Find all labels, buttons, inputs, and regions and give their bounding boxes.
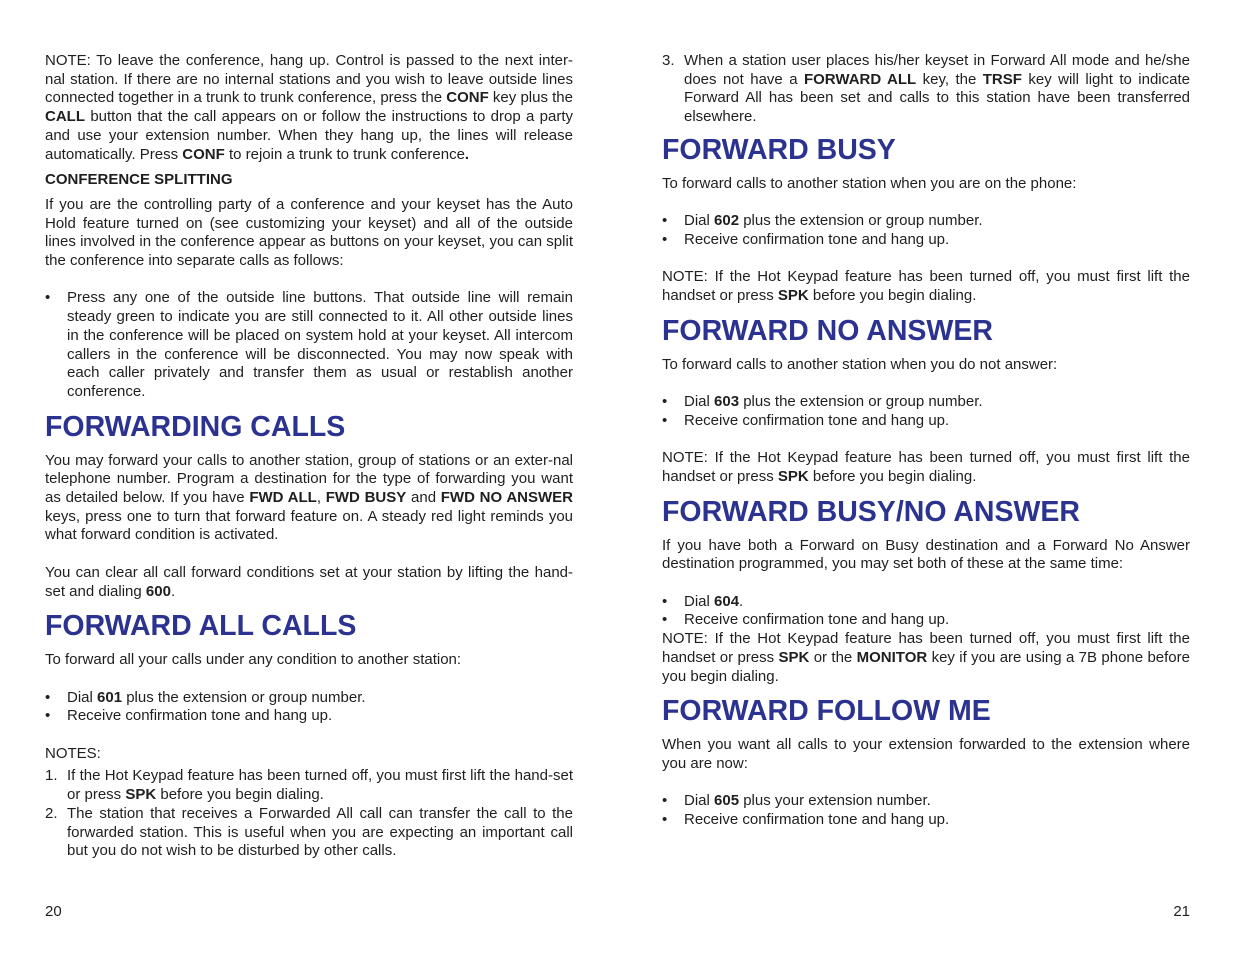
text-run: NOTE: To leave the conference, hang up. Control is passed to the next inter-nal station. If there are no internal stations and you wish to leave outside lines connected together in a trunk to trunk conference, press the xyxy=(45,52,573,107)
text-run: When a station user places his/her keyset in Forward All mode and he/she does not have a xyxy=(684,52,1190,88)
list-item-text xyxy=(684,593,743,610)
forward-no-answer-bullets xyxy=(662,393,1190,430)
list-item xyxy=(662,811,1190,830)
list-item xyxy=(45,689,573,708)
list-item xyxy=(45,289,573,401)
text-run: Dial xyxy=(684,792,715,810)
bold-keyword: FORWARD ALL xyxy=(803,70,917,88)
splitting-bullet-list xyxy=(45,289,573,401)
forward-all-calls-heading: FORWARD ALL CALLS xyxy=(45,610,357,643)
list-item-text xyxy=(684,393,983,410)
list-item-text xyxy=(684,611,949,628)
right-page xyxy=(662,52,1190,830)
text-run: . xyxy=(170,582,176,600)
text-run: plus the extension or group number. xyxy=(122,688,366,706)
bold-keyword: SPK xyxy=(125,786,157,804)
text-run: plus your extension number. xyxy=(739,792,931,810)
list-item xyxy=(662,792,1190,811)
text-run: before you begin dialing. xyxy=(808,287,977,304)
text-run: Receive confirmation tone and hang up. xyxy=(684,811,950,828)
list-item-text xyxy=(684,811,949,828)
bullet-marker: • xyxy=(45,707,51,725)
list-number: 3. xyxy=(662,52,675,69)
bold-keyword: MONITOR xyxy=(856,648,928,666)
bold-keyword: FWD NO ANSWER xyxy=(440,489,573,507)
note-3-text xyxy=(684,52,1190,125)
text-run: or the xyxy=(809,648,857,666)
bullet-marker: • xyxy=(662,792,668,810)
left-page xyxy=(45,52,573,861)
notes-list xyxy=(45,767,573,861)
forwarding-clear-note xyxy=(45,564,573,601)
list-item-text xyxy=(684,212,983,229)
list-item-text xyxy=(684,412,949,429)
bullet-marker: • xyxy=(662,811,668,828)
text-run: If the Hot Keypad feature has been turned off, you must first lift the hand-set or press xyxy=(67,767,573,804)
bold-keyword: TRSF xyxy=(982,70,1022,88)
text-run: key if you are using a 7B phone before you begin dialing. xyxy=(662,648,1190,685)
list-item xyxy=(662,212,1190,231)
bold-keyword: 604 xyxy=(714,592,740,610)
forward-busy-intro: To forward calls to another station when you are on the phone: xyxy=(662,174,1077,192)
text-run: to rejoin a trunk to trunk conference xyxy=(224,145,465,163)
bold-keyword: FWD ALL xyxy=(249,489,317,507)
forward-busy-bullets xyxy=(662,212,1190,249)
page-number-right: 21 xyxy=(1173,903,1190,920)
forward-follow-me-intro: When you want all calls to your extension forwarded to the extension where you are now: xyxy=(662,736,1190,772)
bold-keyword: CONF xyxy=(182,145,225,163)
forward-no-answer-note xyxy=(662,449,1190,486)
list-item xyxy=(662,52,1190,127)
forward-no-answer-intro: To forward calls to another station when you do not answer: xyxy=(662,355,1058,373)
text-run: button that the call appears on or follow the instructions to drop a party and use your extension number. When they hang up, the lines will release automatically. Press xyxy=(45,108,573,163)
text-run: NOTE: If the Hot Keypad feature has been turned off, you must first lift the handset or press xyxy=(662,630,1190,666)
list-item xyxy=(45,805,573,861)
bold-keyword: CALL xyxy=(45,108,85,126)
text-run: NOTE: If the Hot Keypad feature has been turned off, you must first lift the handset or press xyxy=(662,268,1190,304)
list-item xyxy=(45,707,573,726)
forward-busy-heading: FORWARD BUSY xyxy=(662,133,896,166)
list-item xyxy=(45,767,573,804)
forward-busy-no-answer-intro: If you have both a Forward on Busy destination and a Forward No Answer destination programmed, you may set both of these at the same time: xyxy=(662,536,1190,573)
bold-keyword: SPK xyxy=(778,648,810,666)
text-run: Dial xyxy=(684,592,715,610)
list-item xyxy=(662,611,1190,630)
text-run: . xyxy=(739,592,744,610)
forwarding-intro xyxy=(45,452,573,546)
bullet-marker: • xyxy=(662,230,668,248)
list-number: 1. xyxy=(45,767,58,785)
list-item-text xyxy=(67,689,366,706)
bold-keyword: CONF xyxy=(446,89,489,107)
text-run: key, the xyxy=(916,70,983,88)
forward-all-bullets xyxy=(45,689,573,726)
bold-keyword: FWD BUSY xyxy=(325,489,407,507)
forward-busy-no-answer-note xyxy=(662,630,1190,686)
note-3-list xyxy=(662,52,1190,127)
text-run: Receive confirmation tone and hang up. xyxy=(684,411,950,429)
text-run: Receive confirmation tone and hang up. xyxy=(684,611,950,629)
bold-keyword: 600 xyxy=(145,582,171,600)
text-run: Dial xyxy=(67,688,98,706)
list-number: 2. xyxy=(45,804,58,822)
forwarding-calls-heading: FORWARDING CALLS xyxy=(45,410,346,443)
list-item-text xyxy=(67,707,332,724)
forward-no-answer-heading: FORWARD NO ANSWER xyxy=(662,314,993,347)
text-run: plus the extension or group number. xyxy=(739,393,983,411)
text-run: key plus the xyxy=(488,89,573,107)
conference-splitting-body: If you are the controlling party of a conference and your keyset has the Auto Hold feature turned on (see customizing your keyset) and all of the outside lines involved in the conference appear as buttons on your keyset, you can split the conference into separate calls as follows: xyxy=(45,195,573,270)
bold-keyword: 605 xyxy=(714,792,740,810)
splitting-bullet-text: Press any one of the outside line buttons. That outside line will remain steady green to indicate you are still connected to it. All other outside lines in the conference will be placed on system hold at your keyset. All intercom callers in the conference will be disconnected. You may now speak with each caller privately and transfer them as usual or restablish another conference. xyxy=(67,289,573,400)
forward-all-intro: To forward all your calls under any condition to another station: xyxy=(45,651,462,669)
text-run: The station that receives a Forwarded All call can transfer the call to the forwarded station. This is useful when you are expecting an important call but you do not wish to be disturbed by other calls. xyxy=(67,804,573,860)
bullet-marker: • xyxy=(662,411,668,429)
list-item-text xyxy=(67,767,573,803)
bullet-marker: • xyxy=(662,611,668,629)
bold-keyword: 602 xyxy=(714,212,740,230)
text-run: NOTE: If the Hot Keypad feature has been turned off, you must first lift the handset or press xyxy=(662,449,1190,485)
list-item-text xyxy=(684,792,931,809)
forward-busy-no-answer-heading: FORWARD BUSY/NO ANSWER xyxy=(662,495,1081,528)
bold-keyword: SPK xyxy=(777,287,809,304)
text-run: , xyxy=(316,489,326,507)
bold-keyword: . xyxy=(464,145,470,163)
bullet-marker: • xyxy=(662,212,668,230)
bold-keyword: 601 xyxy=(97,688,123,706)
forward-follow-me-heading: FORWARD FOLLOW ME xyxy=(662,695,991,728)
forward-busy-note xyxy=(662,268,1190,305)
text-run: You may forward your calls to another station, group of stations or an exter-nal telephone number. Program a destination for the type of forwarding you want as detailed below. If you have xyxy=(45,451,573,507)
text-run: You can clear all call forward conditions set at your station by lifting the hand-set and dialing xyxy=(45,563,573,600)
text-run: Dial xyxy=(684,393,715,411)
text-run: Receive confirmation tone and hang up. xyxy=(67,707,333,725)
list-item xyxy=(662,393,1190,412)
bullet-marker: • xyxy=(662,393,668,411)
list-item xyxy=(662,412,1190,431)
conference-leave-note xyxy=(45,52,573,164)
page-number-left: 20 xyxy=(45,903,62,920)
text-run: Dial xyxy=(684,212,715,230)
text-run: before you begin dialing. xyxy=(808,467,977,485)
list-item-text xyxy=(67,805,573,859)
text-run: keys, press one to turn that forward feature on. A steady red light reminds you what forward condition is activated. xyxy=(45,507,573,544)
text-run: before you begin dialing. xyxy=(156,786,324,804)
list-item xyxy=(662,593,1190,612)
text-run: Receive confirmation tone and hang up. xyxy=(684,230,950,248)
text-run: and xyxy=(406,489,441,507)
forward-follow-me-bullets xyxy=(662,792,1190,829)
forward-busy-no-answer-bullets xyxy=(662,593,1190,630)
bullet-marker: • xyxy=(45,688,51,706)
list-item-text xyxy=(684,231,949,248)
bullet-marker: • xyxy=(45,289,51,307)
bold-keyword: 603 xyxy=(714,393,740,411)
conference-splitting-heading: CONFERENCE SPLITTING xyxy=(45,171,233,189)
list-item xyxy=(662,231,1190,250)
text-run: plus the extension or group number. xyxy=(739,212,983,230)
bold-keyword: SPK xyxy=(777,467,809,485)
notes-label: NOTES: xyxy=(45,744,101,762)
text-run: key will light to indicate Forward All has been set and calls to this station have been transferred elsewhere. xyxy=(684,70,1190,126)
bullet-marker: • xyxy=(662,592,668,610)
